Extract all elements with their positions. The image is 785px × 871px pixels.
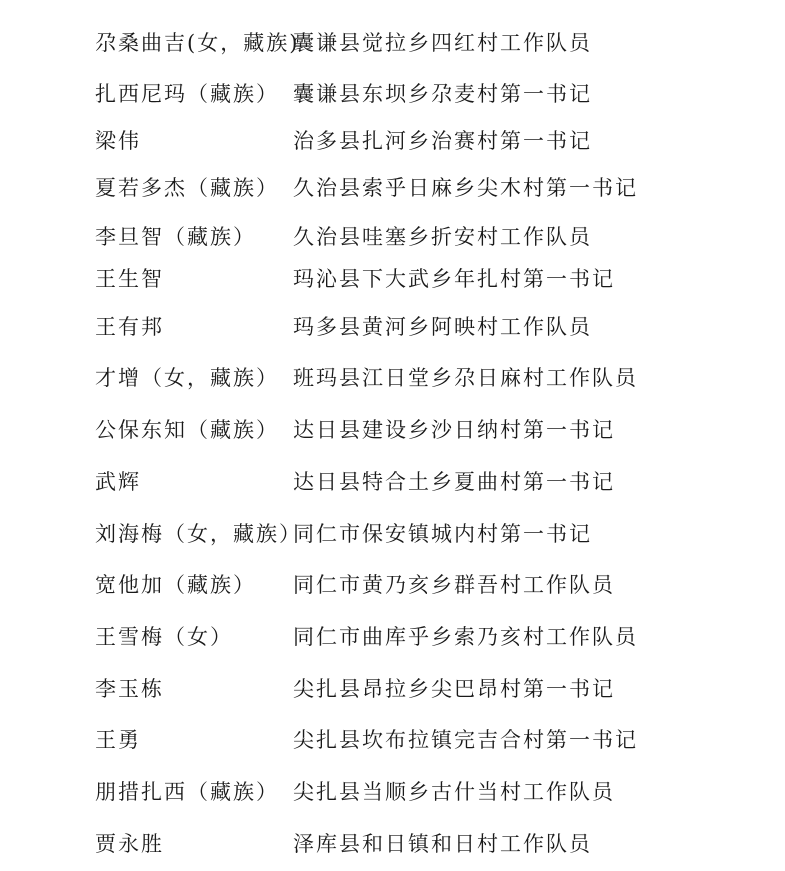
person-name: 刘海梅（女，藏族） [95,522,302,546]
roster-row [0,74,785,114]
person-name: 公保东知（藏族） [95,418,279,442]
person-name: 王生智 [95,267,164,291]
roster-row [0,824,785,864]
person-name: 才增（女，藏族） [95,366,279,390]
person-post: 尖扎县当顺乡古什当村工作队员 [293,780,615,804]
person-post: 班玛县江日堂乡尕日麻村工作队员 [293,366,638,390]
person-name: 夏若多杰（藏族） [95,176,279,200]
person-post: 达日县特合土乡夏曲村第一书记 [293,470,615,494]
person-post: 治多县扎河乡治赛村第一书记 [293,129,592,153]
roster-row [0,514,785,554]
roster-row [0,565,785,605]
person-name: 梁伟 [95,129,141,153]
person-name: 尕桑曲吉(女，藏族) [95,31,300,55]
person-name: 李玉栋 [95,677,164,701]
person-post: 久治县哇塞乡折安村工作队员 [293,225,592,249]
person-post: 尖扎县昂拉乡尖巴昂村第一书记 [293,677,615,701]
roster-row [0,168,785,208]
roster-row [0,410,785,450]
person-name: 宽他加（藏族） [95,573,256,597]
person-name: 朋措扎西（藏族） [95,780,279,804]
roster-row [0,669,785,709]
person-post: 泽库县和日镇和日村工作队员 [293,832,592,856]
roster-row [0,617,785,657]
person-post: 囊谦县觉拉乡四红村工作队员 [293,31,592,55]
person-name: 扎西尼玛（藏族） [95,82,279,106]
person-post: 玛多县黄河乡阿映村工作队员 [293,315,592,339]
roster-row [0,772,785,812]
person-post: 同仁市黄乃亥乡群吾村工作队员 [293,573,615,597]
roster-row [0,720,785,760]
person-post: 玛沁县下大武乡年扎村第一书记 [293,267,615,291]
roster-row [0,217,785,257]
person-post: 达日县建设乡沙日纳村第一书记 [293,418,615,442]
person-post: 尖扎县坎布拉镇完吉合村第一书记 [293,728,638,752]
person-name: 王雪梅（女） [95,625,233,649]
roster-row [0,121,785,161]
roster-row [0,462,785,502]
person-post: 同仁市曲库乎乡索乃亥村工作队员 [293,625,638,649]
roster-row [0,358,785,398]
person-name: 王勇 [95,728,141,752]
person-post: 囊谦县东坝乡尕麦村第一书记 [293,82,592,106]
person-post: 同仁市保安镇城内村第一书记 [293,522,592,546]
roster-row [0,23,785,63]
person-name: 武辉 [95,470,141,494]
person-name: 贾永胜 [95,832,164,856]
person-post: 久治县索乎日麻乡尖木村第一书记 [293,176,638,200]
person-name: 李旦智（藏族） [95,225,256,249]
roster-row [0,307,785,347]
person-name: 王有邦 [95,315,164,339]
roster-row [0,259,785,299]
